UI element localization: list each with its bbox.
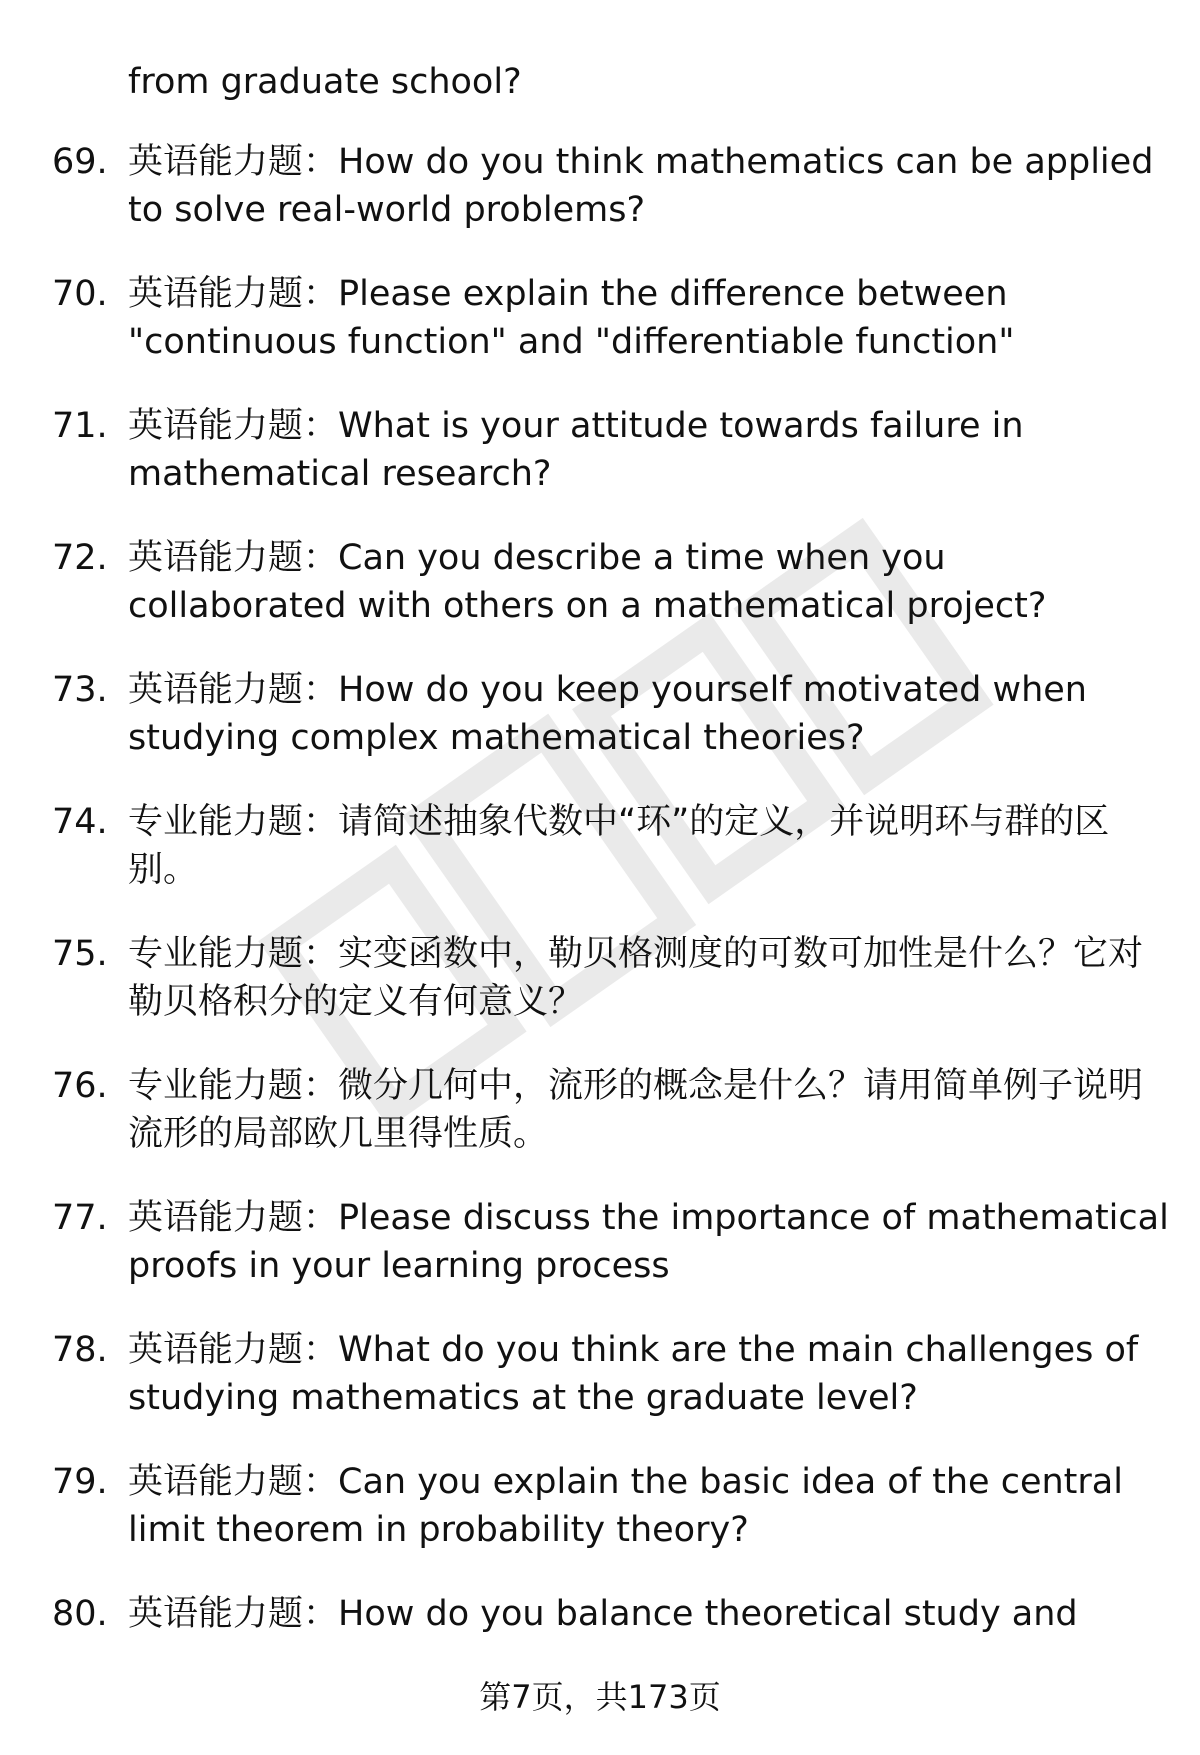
question-item bbox=[0, 666, 1200, 798]
question-number: 73. bbox=[52, 670, 108, 710]
question-number: 71. bbox=[52, 406, 108, 446]
question-item bbox=[0, 1194, 1200, 1326]
question-text: 英语能力题：How do you think mathematics can be applied to solve real-world problems? bbox=[128, 142, 1154, 230]
question-number: 78. bbox=[52, 1330, 108, 1370]
question-text: 英语能力题：What is your attitude towards failure in mathematical research? bbox=[128, 406, 1024, 494]
question-number: 74. bbox=[52, 802, 108, 842]
question-text: 英语能力题：How do you keep yourself motivated when studying complex mathematical theories? bbox=[128, 670, 1087, 758]
question-text: 专业能力题：请简述抽象代数中“环”的定义，并说明环与群的区别。 bbox=[128, 802, 1110, 890]
question-text: 英语能力题：How do you balance theoretical study and bbox=[128, 1594, 1078, 1634]
question-item bbox=[0, 930, 1200, 1062]
question-text: 英语能力题：Can you describe a time when you collaborated with others on a mathematical project? bbox=[128, 538, 1047, 626]
question-number: 70. bbox=[52, 274, 108, 314]
question-item bbox=[0, 1326, 1200, 1458]
question-item bbox=[0, 270, 1200, 402]
question-text: 专业能力题：微分几何中，流形的概念是什么？请用简单例子说明流形的局部欧几里得性质。 bbox=[128, 1066, 1144, 1154]
question-text: 英语能力题：What do you think are the main challenges of studying mathematics at the graduate level? bbox=[128, 1330, 1139, 1418]
question-number: 75. bbox=[52, 934, 108, 974]
question-number: 72. bbox=[52, 538, 108, 578]
question-item bbox=[0, 402, 1200, 534]
question-text: 专业能力题：实变函数中，勒贝格测度的可数可加性是什么？它对勒贝格积分的定义有何意义？ bbox=[128, 934, 1144, 1022]
question-number: 79. bbox=[52, 1462, 108, 1502]
question-number: 80. bbox=[52, 1594, 108, 1634]
question-item bbox=[0, 1062, 1200, 1194]
question-text: 英语能力题：Please explain the difference between "continuous function" and "differentiable function" bbox=[128, 274, 1015, 362]
question-item bbox=[0, 534, 1200, 666]
question-number: 76. bbox=[52, 1066, 108, 1106]
question-item bbox=[0, 1458, 1200, 1590]
question-list bbox=[0, 138, 1200, 1722]
question-item bbox=[0, 138, 1200, 270]
question-text: 英语能力题：Please discuss the importance of mathematical proofs in your learning process bbox=[128, 1198, 1169, 1286]
continuation-text: from graduate school? bbox=[128, 62, 522, 102]
question-item bbox=[0, 798, 1200, 930]
page-footer: 第7页，共173页 bbox=[479, 1678, 721, 1716]
question-number: 69. bbox=[52, 142, 108, 182]
question-text: 英语能力题：Can you explain the basic idea of the central limit theorem in probability theory? bbox=[128, 1462, 1123, 1550]
question-number: 77. bbox=[52, 1198, 108, 1238]
